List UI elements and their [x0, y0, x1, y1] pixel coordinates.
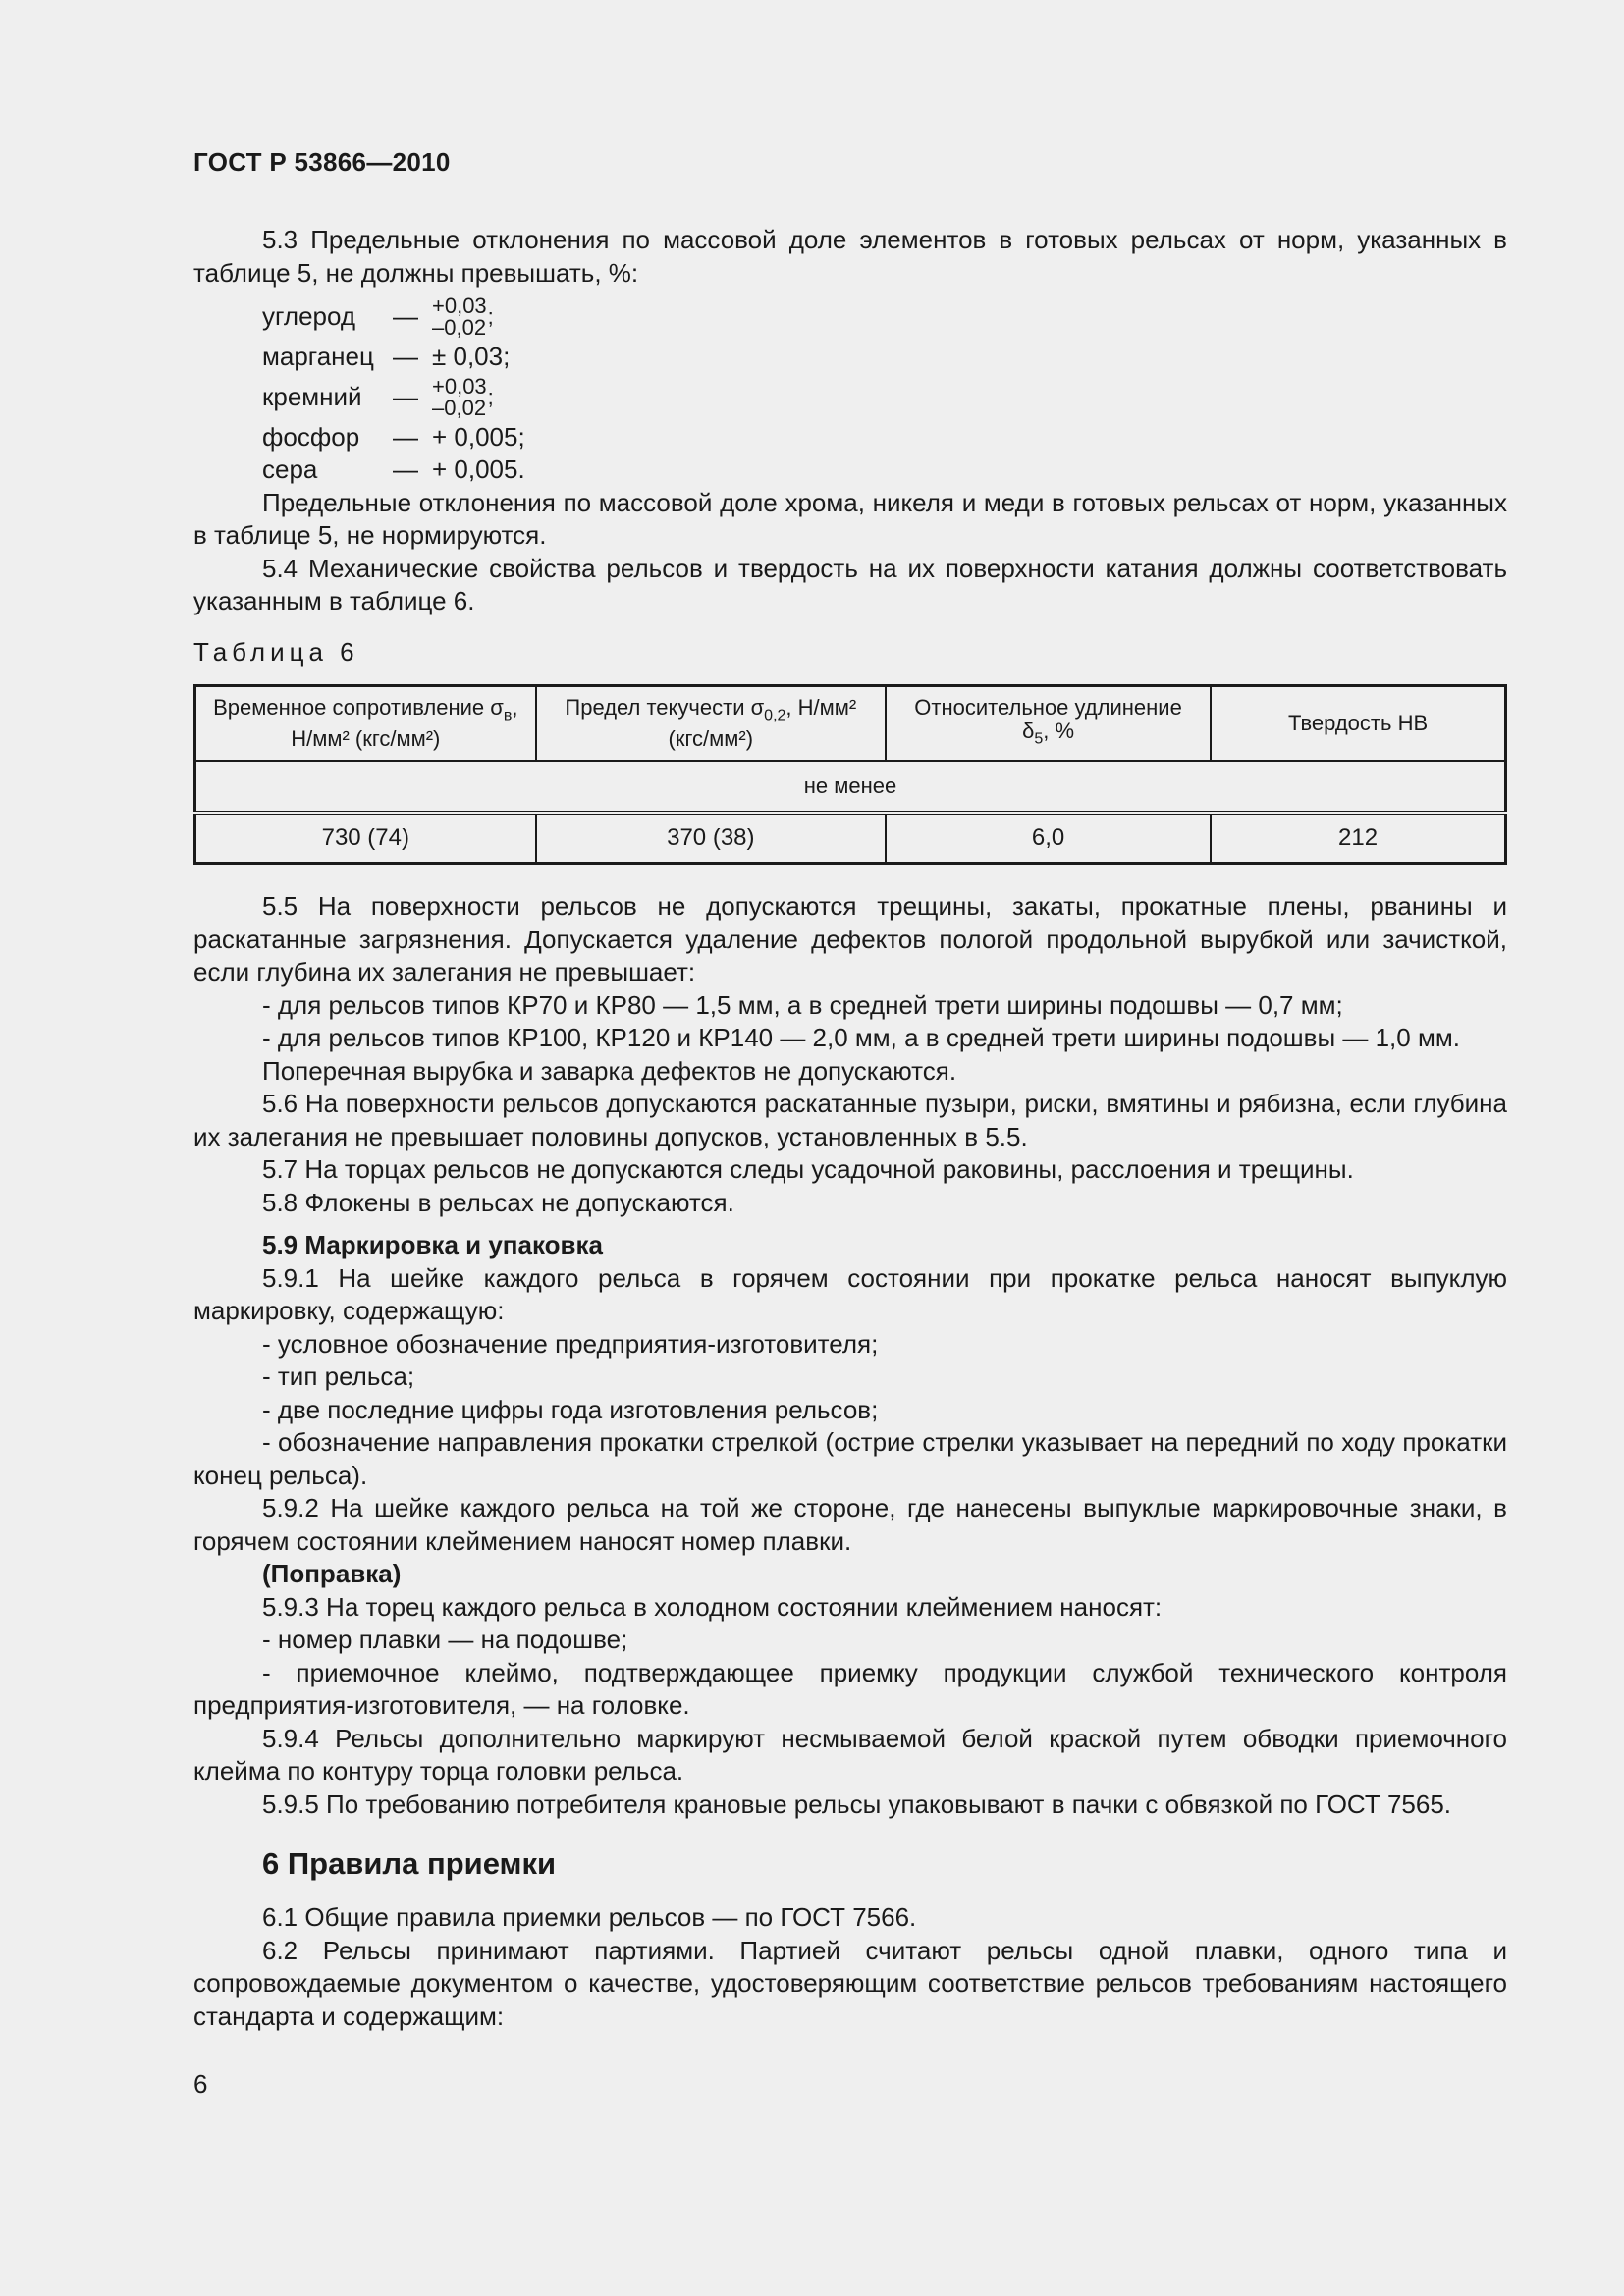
paragraph-5-5: 5.5 На поверхности рельсов не допускаются трещины, закаты, прокатные плены, рванины и раскатанные загрязнения. Допускается удаление дефектов пологой продольной вырубкой или зачисткой, если глубина их залегания не превышает: — [193, 891, 1507, 987]
value-cell: 212 — [1211, 813, 1505, 864]
paragraph-6-1: 6.1 Общие правила приемки рельсов — по ГОСТ 7566. — [262, 1902, 917, 1932]
header-cell-elongation: Относительное удлинение $\delta_5$, % — [886, 686, 1211, 762]
header-cell-hardness: Твердость НВ — [1211, 686, 1505, 762]
table-row — [195, 813, 1506, 864]
paragraph-5-4: 5.4 Механические свойства рельсов и твердость на их поверхности катания должны соответствовать указанным в таблице 6. — [193, 553, 1507, 615]
paragraph-5-9-3: 5.9.3 На торец каждого рельса в холодном состоянии клеймением наносят: — [262, 1591, 1163, 1622]
table-merged-row — [195, 761, 1506, 813]
paragraph-5-8: 5.8 Флокены в рельсах не допускаются. — [262, 1187, 734, 1217]
section-heading-6: 6 Правила приемки — [262, 1846, 557, 1881]
tolerance-fraction: +0,03 –0,02 — [432, 373, 487, 420]
tolerance-fraction: +0,03 –0,02 — [432, 294, 487, 340]
list-item: - номер плавки — на подошве; — [262, 1625, 628, 1654]
paragraph-5-7: 5.7 На торцах рельсов не допускаются следы усадочной раковины, расслоения и трещины. — [262, 1154, 1354, 1184]
correction-note: (Поправка) — [262, 1559, 402, 1588]
paragraph-5-9-2: 5.9.2 На шейке каждого рельса на той же стороне, где нанесены выпуклые маркировочные знаки, в горячем состоянии клеймением наносят номер плавки. — [193, 1493, 1507, 1556]
element-row: углерод — +0,03 –0,02 ; — [262, 294, 494, 340]
paragraph-5-3: 5.3 Предельные отклонения по массовой доле элементов в готовых рельсах от норм, указанных в таблице 5, не должны превышать, %: — [193, 225, 1507, 288]
table-caption: Таблица 6 — [193, 636, 359, 667]
table-header-row — [195, 686, 1506, 762]
paragraph-5-6: 5.6 На поверхности рельсов допускаются раскатанные пузыри, риски, вмятины и рябизна, если глубина их залегания не превышает половины допусков, установленных в 5.5. — [193, 1089, 1507, 1151]
list-item: - для рельсов типов КР70 и КР80 — 1,5 мм, а в средней трети ширины подошвы — 0,7 мм; — [262, 989, 1343, 1020]
element-deviation-list — [262, 294, 1507, 487]
list-item: - приемочное клеймо, подтверждающее приемку продукции службой технического контроля предприятия-изготовителя, — на головке. — [193, 1657, 1507, 1720]
list-item: - обозначение направления прокатки стрелкой (острие стрелки указывает на передний по ходу прокатки конец рельса). — [193, 1427, 1507, 1490]
paragraph-5-9-5: 5.9.5 По требованию потребителя крановые рельсы упаковывают в пачки с обвязкой по ГОСТ 7565. — [262, 1789, 1452, 1819]
value-cell: 6,0 — [886, 813, 1211, 864]
paragraph-5-5-note: Поперечная вырубка и заварка дефектов не допускаются. — [262, 1055, 957, 1086]
document-body — [193, 224, 1507, 2033]
element-row: сера — + 0,005. — [262, 454, 525, 484]
element-row: фосфор — + 0,005; — [262, 421, 525, 452]
list-item: - тип рельса; — [262, 1362, 415, 1391]
paragraph-5-3-note: Предельные отклонения по массовой доле хрома, никеля и меди в готовых рельсах от норм, указанных в таблице 5, не нормируются. — [193, 487, 1507, 550]
value-cell: 730 (74) — [195, 813, 536, 864]
page-number: 6 — [193, 2069, 208, 2099]
paragraph-6-2: 6.2 Рельсы принимают партиями. Партией считают рельсы одной плавки, одного типа и сопровождаемые документом о качестве, удостоверяющим соответствие рельсов требованиям настоящего стандарта и содержащим: — [193, 1935, 1507, 2031]
element-row: кремний — +0,03 –0,02 ; — [262, 373, 494, 420]
paragraph-5-9-1: 5.9.1 На шейке каждого рельса в горячем состоянии при прокатке рельса наносят выпуклую маркировку, содержащую: — [193, 1262, 1507, 1325]
paragraph-5-9-4: 5.9.4 Рельсы дополнительно маркируют несмываемой белой краской путем обводки приемочного клейма по контуру торца головки рельса. — [193, 1723, 1507, 1786]
header-cell-yield: Предел текучести $\sigma_{0,2}$, Н/мм² (кгс/мм²) — [536, 686, 886, 762]
list-item: - для рельсов типов КР100, КР120 и КР140 — 2,0 мм, а в средней трети ширины подошвы — 1,0 мм. — [262, 1023, 1460, 1052]
heading-5-9: 5.9 Маркировка и упаковка — [262, 1230, 603, 1259]
table-6 — [193, 684, 1507, 865]
header-cell-tensile: Временное сопротивление $\sigma_в$, Н/мм² (кгс/мм²) — [195, 686, 536, 762]
document-header: ГОСТ Р 53866—2010 — [193, 147, 451, 177]
list-item: - условное обозначение предприятия-изготовителя; — [262, 1328, 879, 1359]
merged-cell: не менее — [195, 761, 1506, 813]
value-cell: 370 (38) — [536, 813, 886, 864]
element-row: марганец — ± 0,03; — [262, 342, 511, 371]
list-item: - две последние цифры года изготовления рельсов; — [262, 1394, 879, 1424]
